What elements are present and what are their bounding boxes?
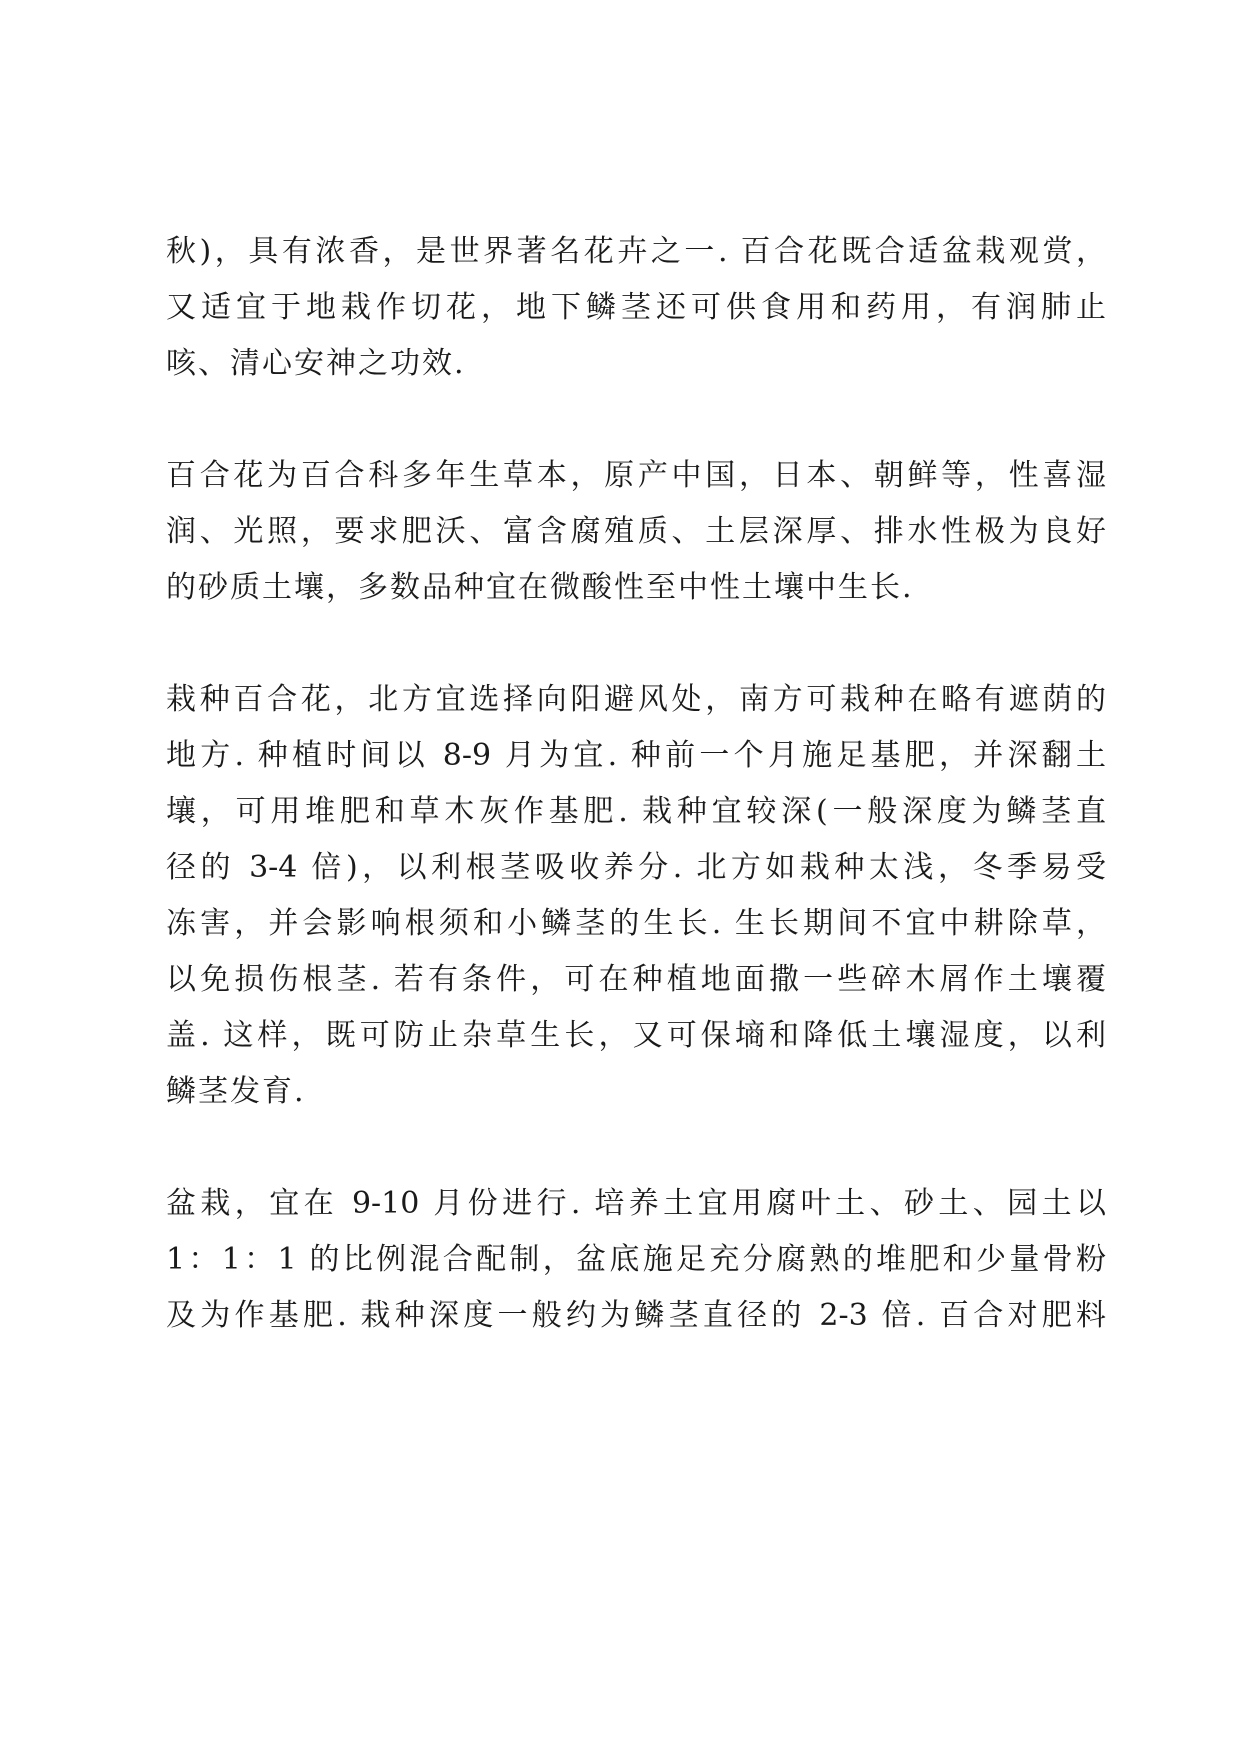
- text-line: 以免损伤根茎. 若有条件，可在种植地面撒一些碎木屑作土壤覆: [166, 962, 1106, 997]
- text-line: 咳、清心安神之功效.: [166, 346, 466, 381]
- text-line: 百合花为百合科多年生草本，原产中国，日本、朝鲜等，性喜湿: [166, 458, 1106, 493]
- text-line: 盖. 这样，既可防止杂草生长，又可保墒和降低土壤湿度，以利: [166, 1018, 1106, 1053]
- text-line: 栽种百合花，北方宜选择向阳避风处，南方可栽种在略有遮荫的: [166, 682, 1106, 717]
- text-line: 1：1：1 的比例混合配制，盆底施足充分腐熟的堆肥和少量骨粉: [166, 1242, 1106, 1277]
- paragraph-gap: [166, 616, 1106, 672]
- text-line: 秋)，具有浓香，是世界著名花卉之一. 百合花既合适盆栽观赏，: [166, 234, 1106, 269]
- paragraph-gap: [166, 1120, 1106, 1176]
- text-line: 冻害，并会影响根须和小鳞茎的生长. 生长期间不宜中耕除草，: [166, 906, 1106, 941]
- text-line: 盆栽，宜在 9-10 月份进行. 培养土宜用腐叶土、砂土、园土以: [166, 1186, 1106, 1221]
- text-line: 润、光照，要求肥沃、富含腐殖质、土层深厚、排水性极为良好: [166, 514, 1106, 549]
- text-line: 鳞茎发育.: [166, 1074, 306, 1109]
- text-line: 的砂质土壤，多数品种宜在微酸性至中性土壤中生长.: [166, 570, 914, 605]
- paragraph-gap: [166, 392, 1106, 448]
- paragraph-1: [166, 224, 1106, 392]
- paragraph-2: [166, 448, 1106, 616]
- text-line: 壤，可用堆肥和草木灰作基肥. 栽种宜较深(一般深度为鳞茎直: [166, 794, 1106, 829]
- document-body: [166, 224, 1106, 1344]
- text-line: 地方. 种植时间以 8-9 月为宜. 种前一个月施足基肥，并深翻土: [166, 738, 1106, 773]
- paragraph-4: [166, 1176, 1106, 1344]
- paragraph-3: [166, 672, 1106, 1120]
- text-line: 及为作基肥. 栽种深度一般约为鳞茎直径的 2-3 倍. 百合对肥料: [166, 1298, 1106, 1333]
- text-line: 径的 3-4 倍)，以利根茎吸收养分. 北方如栽种太浅，冬季易受: [166, 850, 1106, 885]
- text-line: 又适宜于地栽作切花，地下鳞茎还可供食用和药用，有润肺止: [166, 290, 1106, 325]
